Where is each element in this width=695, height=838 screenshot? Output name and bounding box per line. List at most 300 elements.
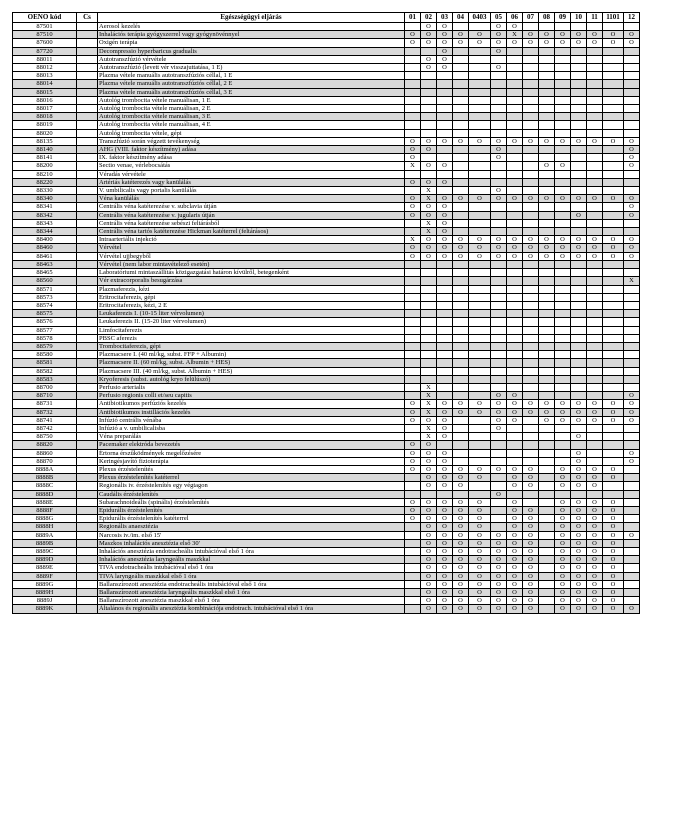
mark-cell <box>469 162 491 170</box>
mark-cell: O <box>624 137 640 145</box>
cs-cell <box>77 539 98 547</box>
mark-cell: O <box>571 548 587 556</box>
mark-cell <box>587 219 603 227</box>
mark-cell: O <box>491 31 507 39</box>
procedure-name-cell: Artériás katéterezés vagy kanülálás <box>98 178 405 186</box>
oeno-code-cell: 88330 <box>13 187 77 195</box>
mark-cell <box>587 457 603 465</box>
mark-cell: O <box>603 408 624 416</box>
mark-cell <box>405 342 421 350</box>
mark-cell <box>624 441 640 449</box>
table-row <box>13 523 640 531</box>
mark-cell <box>555 433 571 441</box>
cs-cell <box>77 351 98 359</box>
mark-cell: O <box>421 39 437 47</box>
mark-cell: O <box>453 137 469 145</box>
mark-cell <box>587 129 603 137</box>
oeno-code-cell: 88581 <box>13 359 77 367</box>
mark-cell <box>624 597 640 605</box>
mark-cell: O <box>555 580 571 588</box>
mark-cell: O <box>571 556 587 564</box>
mark-cell <box>453 23 469 31</box>
mark-cell <box>555 293 571 301</box>
oeno-code-cell: 88016 <box>13 96 77 104</box>
mark-cell <box>491 383 507 391</box>
mark-cell: O <box>603 137 624 145</box>
cs-cell <box>77 572 98 580</box>
table-row <box>13 47 640 55</box>
mark-cell <box>469 424 491 432</box>
mark-cell: O <box>421 211 437 219</box>
cs-cell <box>77 367 98 375</box>
mark-cell <box>421 269 437 277</box>
mark-cell <box>437 260 453 268</box>
mark-cell: O <box>624 162 640 170</box>
mark-cell <box>507 96 523 104</box>
mark-cell <box>507 72 523 80</box>
cs-cell <box>77 178 98 186</box>
mark-cell <box>571 47 587 55</box>
mark-cell <box>539 269 555 277</box>
mark-cell <box>587 342 603 350</box>
table-row <box>13 301 640 309</box>
mark-cell: O <box>491 47 507 55</box>
mark-cell <box>523 301 539 309</box>
mark-cell <box>405 219 421 227</box>
mark-cell <box>539 326 555 334</box>
cs-cell <box>77 236 98 244</box>
cs-cell <box>77 465 98 473</box>
mark-cell: O <box>437 228 453 236</box>
mark-cell <box>523 441 539 449</box>
mark-cell: O <box>587 31 603 39</box>
mark-cell <box>555 219 571 227</box>
mark-cell <box>469 154 491 162</box>
mark-cell <box>555 203 571 211</box>
mark-cell <box>453 178 469 186</box>
mark-cell: O <box>437 219 453 227</box>
procedure-name-cell: TIVA endotracheális intubációval első 1 óra <box>98 564 405 572</box>
mark-cell: O <box>571 31 587 39</box>
mark-cell <box>469 449 491 457</box>
mark-cell <box>491 474 507 482</box>
mark-cell: O <box>603 465 624 473</box>
mark-cell: O <box>469 556 491 564</box>
mark-cell <box>469 490 491 498</box>
mark-cell: O <box>437 597 453 605</box>
mark-cell <box>453 457 469 465</box>
column-header: 05 <box>491 13 507 23</box>
mark-cell: O <box>523 605 539 613</box>
mark-cell <box>539 490 555 498</box>
mark-cell: O <box>571 465 587 473</box>
mark-cell: O <box>421 31 437 39</box>
oeno-code-cell: 87720 <box>13 47 77 55</box>
mark-cell <box>469 269 491 277</box>
mark-cell <box>587 113 603 121</box>
mark-cell <box>539 219 555 227</box>
mark-cell <box>571 359 587 367</box>
mark-cell: O <box>437 400 453 408</box>
mark-cell <box>491 498 507 506</box>
cs-cell <box>77 498 98 506</box>
mark-cell: O <box>507 236 523 244</box>
mark-cell: O <box>421 64 437 72</box>
cs-cell <box>77 589 98 597</box>
mark-cell: O <box>453 572 469 580</box>
mark-cell <box>405 64 421 72</box>
mark-cell: O <box>437 195 453 203</box>
table-row <box>13 105 640 113</box>
mark-cell <box>571 203 587 211</box>
oeno-code-cell: 87510 <box>13 31 77 39</box>
mark-cell <box>453 80 469 88</box>
cs-cell <box>77 203 98 211</box>
mark-cell <box>469 285 491 293</box>
mark-cell <box>523 433 539 441</box>
mark-cell: O <box>624 392 640 400</box>
mark-cell <box>539 482 555 490</box>
mark-cell: O <box>421 539 437 547</box>
mark-cell <box>624 523 640 531</box>
mark-cell: O <box>555 236 571 244</box>
column-header: OENO kód <box>13 13 77 23</box>
mark-cell: O <box>491 548 507 556</box>
mark-cell: O <box>507 23 523 31</box>
mark-cell <box>453 334 469 342</box>
mark-cell <box>624 88 640 96</box>
procedure-name-cell: Inhalációs anesztézia endotracheális intubációval első 1 óra <box>98 548 405 556</box>
table-row <box>13 80 640 88</box>
procedure-name-cell: Autológ trombocita vétele manuálisan, 1 E <box>98 96 405 104</box>
mark-cell <box>624 375 640 383</box>
oeno-code-cell: 88400 <box>13 236 77 244</box>
mark-cell: O <box>491 564 507 572</box>
mark-cell: O <box>469 400 491 408</box>
mark-cell <box>421 88 437 96</box>
procedure-name-cell: Autotranszfúzió vérvétele <box>98 55 405 63</box>
mark-cell: O <box>491 400 507 408</box>
mark-cell <box>555 96 571 104</box>
oeno-code-cell: 8888D <box>13 490 77 498</box>
mark-cell: O <box>507 392 523 400</box>
mark-cell <box>523 392 539 400</box>
mark-cell: O <box>453 252 469 260</box>
mark-cell <box>624 424 640 432</box>
mark-cell: X <box>507 31 523 39</box>
mark-cell <box>437 367 453 375</box>
cs-cell <box>77 531 98 539</box>
mark-cell: O <box>507 252 523 260</box>
mark-cell: O <box>507 482 523 490</box>
mark-cell: O <box>421 146 437 154</box>
mark-cell: O <box>555 506 571 514</box>
table-row <box>13 351 640 359</box>
mark-cell: O <box>421 244 437 252</box>
column-header: 0403 <box>469 13 491 23</box>
mark-cell: O <box>491 23 507 31</box>
mark-cell <box>507 342 523 350</box>
mark-cell <box>624 23 640 31</box>
mark-cell <box>539 80 555 88</box>
mark-cell: O <box>523 195 539 203</box>
cs-cell <box>77 375 98 383</box>
mark-cell <box>469 359 491 367</box>
mark-cell: O <box>453 515 469 523</box>
mark-cell <box>507 211 523 219</box>
procedure-name-cell: Perfusio arterialis <box>98 383 405 391</box>
mark-cell <box>603 47 624 55</box>
cs-cell <box>77 154 98 162</box>
mark-cell <box>507 129 523 137</box>
mark-cell <box>507 334 523 342</box>
mark-cell <box>437 359 453 367</box>
mark-cell: O <box>453 580 469 588</box>
mark-cell <box>523 64 539 72</box>
column-header: 04 <box>453 13 469 23</box>
mark-cell <box>469 326 491 334</box>
mark-cell <box>405 88 421 96</box>
mark-cell: O <box>469 597 491 605</box>
mark-cell <box>405 105 421 113</box>
mark-cell: O <box>539 400 555 408</box>
mark-cell <box>587 64 603 72</box>
mark-cell: X <box>421 219 437 227</box>
mark-cell <box>603 211 624 219</box>
mark-cell <box>491 359 507 367</box>
oeno-code-cell: 88013 <box>13 72 77 80</box>
table-row <box>13 31 640 39</box>
mark-cell: O <box>469 236 491 244</box>
mark-cell: O <box>523 244 539 252</box>
procedure-name-cell: Általános és regionális anesztézia kombinációja endotrach. intubációval első 1 óra <box>98 605 405 613</box>
cs-cell <box>77 392 98 400</box>
mark-cell <box>491 96 507 104</box>
table-row <box>13 441 640 449</box>
mark-cell <box>624 129 640 137</box>
mark-cell <box>624 506 640 514</box>
mark-cell: X <box>421 383 437 391</box>
mark-cell <box>571 228 587 236</box>
procedure-name-cell: Vérvétel (nem labor mintavételező esetén) <box>98 260 405 268</box>
mark-cell: O <box>405 154 421 162</box>
mark-cell <box>507 88 523 96</box>
mark-cell <box>453 490 469 498</box>
cs-cell <box>77 23 98 31</box>
cs-cell <box>77 269 98 277</box>
mark-cell <box>571 310 587 318</box>
column-header: 10 <box>571 13 587 23</box>
mark-cell <box>405 293 421 301</box>
mark-cell <box>523 334 539 342</box>
mark-cell: O <box>587 564 603 572</box>
mark-cell <box>523 293 539 301</box>
mark-cell: O <box>453 597 469 605</box>
mark-cell: X <box>405 236 421 244</box>
mark-cell <box>453 64 469 72</box>
mark-cell <box>603 392 624 400</box>
mark-cell: O <box>469 572 491 580</box>
cs-cell <box>77 187 98 195</box>
mark-cell <box>555 318 571 326</box>
mark-cell: O <box>603 498 624 506</box>
mark-cell <box>587 55 603 63</box>
cs-cell <box>77 506 98 514</box>
cs-cell <box>77 523 98 531</box>
mark-cell: O <box>624 203 640 211</box>
mark-cell <box>405 523 421 531</box>
mark-cell: O <box>421 482 437 490</box>
mark-cell <box>539 310 555 318</box>
mark-cell <box>421 293 437 301</box>
mark-cell <box>587 301 603 309</box>
column-header: 07 <box>523 13 539 23</box>
mark-cell <box>603 113 624 121</box>
mark-cell: O <box>539 162 555 170</box>
mark-cell: O <box>523 564 539 572</box>
mark-cell <box>555 367 571 375</box>
mark-cell <box>603 80 624 88</box>
oeno-code-cell: 8889F <box>13 572 77 580</box>
mark-cell <box>603 482 624 490</box>
mark-cell <box>421 277 437 285</box>
table-row <box>13 433 640 441</box>
mark-cell: O <box>555 605 571 613</box>
mark-cell: O <box>437 498 453 506</box>
procedure-name-cell: Értorna érszűködmények megelőzésére <box>98 449 405 457</box>
table-row <box>13 219 640 227</box>
mark-cell <box>571 285 587 293</box>
cs-cell <box>77 96 98 104</box>
procedure-name-cell: Narcosis iv./im. első 15' <box>98 531 405 539</box>
table-row <box>13 359 640 367</box>
mark-cell: O <box>421 236 437 244</box>
oeno-code-cell: 88140 <box>13 146 77 154</box>
mark-cell: O <box>555 195 571 203</box>
mark-cell: O <box>453 31 469 39</box>
table-row <box>13 195 640 203</box>
mark-cell <box>555 47 571 55</box>
mark-cell: X <box>421 408 437 416</box>
mark-cell: O <box>555 137 571 145</box>
mark-cell <box>523 121 539 129</box>
table-row <box>13 375 640 383</box>
procedure-name-cell: Eritrocitaferezis, kézi, 2 E <box>98 301 405 309</box>
mark-cell: O <box>624 39 640 47</box>
mark-cell: O <box>587 252 603 260</box>
cs-cell <box>77 244 98 252</box>
mark-cell <box>507 449 523 457</box>
table-row <box>13 506 640 514</box>
table-row <box>13 589 640 597</box>
mark-cell <box>491 351 507 359</box>
procedure-name-cell: Plazma vétele manuális autotranszfúziós céllal, 3 E <box>98 88 405 96</box>
mark-cell <box>523 424 539 432</box>
mark-cell: O <box>523 539 539 547</box>
mark-cell: O <box>603 39 624 47</box>
mark-cell: O <box>603 400 624 408</box>
mark-cell <box>453 433 469 441</box>
mark-cell <box>421 47 437 55</box>
mark-cell: O <box>469 244 491 252</box>
mark-cell <box>587 392 603 400</box>
mark-cell <box>571 301 587 309</box>
mark-cell: O <box>571 580 587 588</box>
mark-cell <box>523 162 539 170</box>
mark-cell: O <box>539 252 555 260</box>
mark-cell <box>523 80 539 88</box>
mark-cell <box>539 178 555 186</box>
mark-cell: O <box>523 137 539 145</box>
mark-cell <box>624 260 640 268</box>
mark-cell <box>421 342 437 350</box>
mark-cell: O <box>507 195 523 203</box>
procedure-name-cell: Ballanszírozott anesztézia maszkkal első 1 óra <box>98 597 405 605</box>
mark-cell <box>469 228 491 236</box>
table-row <box>13 121 640 129</box>
mark-cell <box>469 277 491 285</box>
mark-cell: O <box>571 539 587 547</box>
mark-cell: O <box>453 506 469 514</box>
mark-cell: O <box>491 539 507 547</box>
mark-cell <box>624 121 640 129</box>
procedure-name-cell: PBSC aferezis <box>98 334 405 342</box>
mark-cell <box>555 424 571 432</box>
mark-cell <box>523 154 539 162</box>
mark-cell: O <box>421 178 437 186</box>
mark-cell <box>453 326 469 334</box>
mark-cell: O <box>624 531 640 539</box>
mark-cell <box>624 219 640 227</box>
mark-cell <box>405 580 421 588</box>
mark-cell <box>603 318 624 326</box>
procedure-name-cell: Leukaferezis II. (15-20 liter vérvolumen) <box>98 318 405 326</box>
mark-cell <box>469 457 491 465</box>
mark-cell: O <box>523 465 539 473</box>
oeno-code-cell: 88011 <box>13 55 77 63</box>
mark-cell <box>624 96 640 104</box>
mark-cell: O <box>421 55 437 63</box>
mark-cell <box>405 121 421 129</box>
mark-cell <box>539 359 555 367</box>
mark-cell: O <box>571 252 587 260</box>
mark-cell <box>539 457 555 465</box>
procedure-name-cell: TIVA laryngeális maszkkal első 1 óra <box>98 572 405 580</box>
mark-cell <box>491 293 507 301</box>
cs-cell <box>77 39 98 47</box>
mark-cell: O <box>421 589 437 597</box>
mark-cell: O <box>437 548 453 556</box>
mark-cell: O <box>555 482 571 490</box>
mark-cell <box>523 375 539 383</box>
mark-cell: O <box>624 211 640 219</box>
mark-cell: O <box>421 506 437 514</box>
procedure-name-cell: Eritrocitaferezis, gépi <box>98 293 405 301</box>
mark-cell: O <box>587 605 603 613</box>
mark-cell: O <box>587 195 603 203</box>
mark-cell <box>491 178 507 186</box>
mark-cell <box>587 326 603 334</box>
mark-cell: O <box>555 498 571 506</box>
mark-cell <box>539 187 555 195</box>
mark-cell: O <box>571 523 587 531</box>
mark-cell: O <box>571 244 587 252</box>
mark-cell: O <box>491 416 507 424</box>
cs-cell <box>77 47 98 55</box>
cs-cell <box>77 211 98 219</box>
mark-cell: O <box>571 195 587 203</box>
procedure-name-cell: Vér extracorporalis besugárzása <box>98 277 405 285</box>
